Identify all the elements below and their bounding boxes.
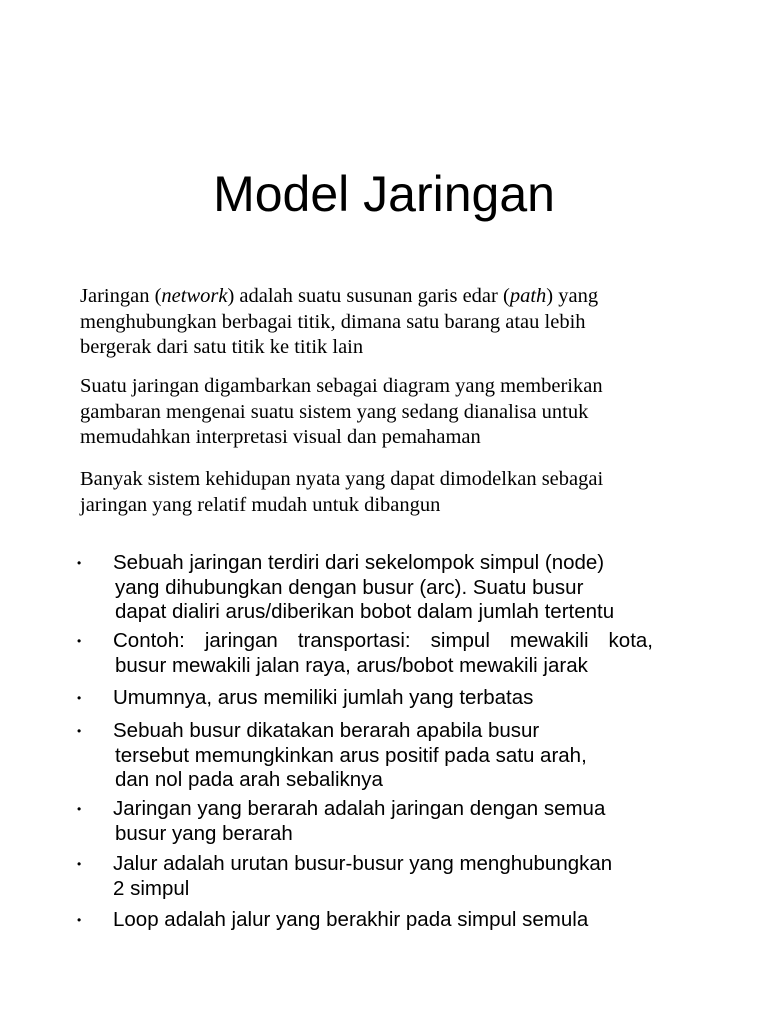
italic-term-path: path — [509, 285, 547, 307]
paragraph-text: ) yang — [546, 285, 599, 307]
paragraph-text: menghubungkan berbagai titik, dimana satu barang atau lebih — [80, 310, 586, 333]
paragraph-text: memudahkan interpretasi visual dan pemahaman — [80, 426, 481, 448]
bullet-icon: • — [77, 634, 82, 648]
paragraph-text: Banyak sistem kehidupan nyata yang dapat dimodelkan sebagai — [80, 468, 604, 490]
list-item-text: dan nol pada arah sebaliknya — [115, 768, 383, 791]
paragraph-text: ) adalah suatu susunan garis edar ( — [227, 285, 510, 307]
paragraph-real-systems — [80, 467, 700, 518]
list-item-text: yang dihubungkan dengan busur (arc). Suatu busur — [115, 575, 584, 599]
list-item-text: Jalur adalah urutan busur-busur yang menghubungkan — [113, 852, 613, 875]
bullet-icon: • — [77, 724, 82, 738]
list-item-text: 2 simpul — [113, 876, 190, 900]
bullet-icon: • — [77, 913, 82, 927]
paragraph-text: Suatu jaringan digambarkan sebagai diagram yang memberikan — [80, 375, 603, 397]
list-item-text: Contoh: jaringan transportasi: simpul mewakili kota, — [113, 629, 653, 652]
paragraph-text: jaringan yang relatif mudah untuk dibangun — [80, 493, 441, 516]
list-item-text: dapat dialiri arus/diberikan bobot dalam jumlah tertentu — [115, 600, 615, 623]
list-item-text: Loop adalah jalur yang berakhir pada simpul semula — [113, 908, 589, 931]
bullet-icon: • — [77, 556, 82, 570]
bullet-icon: • — [77, 857, 82, 871]
paragraph-text: Jaringan ( — [80, 285, 162, 307]
italic-term-network: network — [161, 285, 228, 307]
list-item-text: Umumnya, arus memiliki jumlah yang terbatas — [113, 686, 534, 709]
paragraph-definition — [80, 284, 700, 361]
list-item-text: Jaringan yang berarah adalah jaringan dengan semua — [113, 797, 606, 820]
list-item-text: Sebuah busur dikatakan berarah apabila busur — [113, 719, 540, 742]
paragraph-diagram — [80, 374, 700, 451]
list-item-text: Sebuah jaringan terdiri dari sekelompok simpul (node) — [113, 551, 605, 574]
paragraph-text: gambaran mengenai suatu sistem yang sedang dianalisa untuk — [80, 400, 589, 423]
bullet-icon: • — [77, 802, 82, 816]
list-item-text: tersebut memungkinkan arus positif pada satu arah, — [115, 743, 587, 767]
page-title: Model Jaringan — [213, 166, 555, 222]
paragraph-text: bergerak dari satu titik ke titik lain — [80, 336, 364, 358]
bullet-icon: • — [77, 691, 82, 705]
list-item-text: busur yang berarah — [115, 821, 293, 845]
list-item-text: busur mewakili jalan raya, arus/bobot mewakili jarak — [115, 653, 588, 677]
